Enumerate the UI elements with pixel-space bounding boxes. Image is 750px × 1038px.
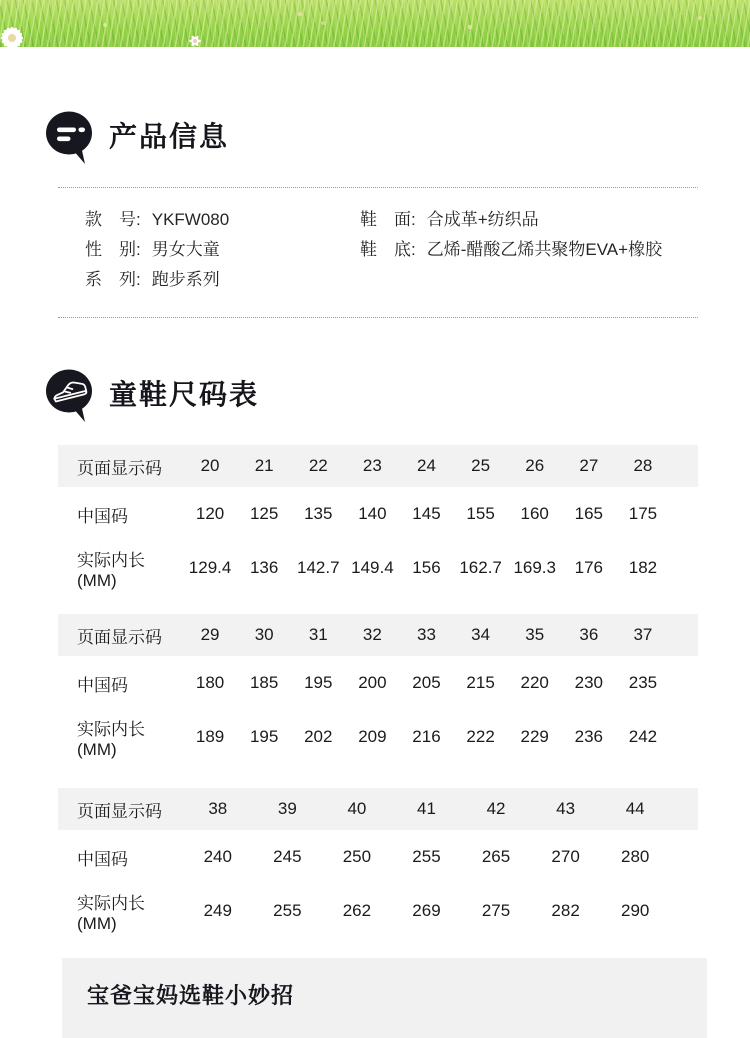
size-cell: 200 bbox=[358, 673, 387, 692]
size-cell: 255 bbox=[273, 901, 302, 920]
size-cell: 140 bbox=[358, 504, 387, 523]
size-cell: 37 bbox=[633, 625, 653, 644]
tips-title: 宝爸宝妈选鞋小妙招 bbox=[87, 983, 295, 1008]
shoe-bubble-icon bbox=[45, 368, 95, 424]
size-cell: 156 bbox=[412, 558, 441, 577]
size-cell: 35 bbox=[525, 625, 545, 644]
size-cell: 205 bbox=[412, 673, 441, 692]
size-cell: 155 bbox=[466, 504, 495, 523]
info-value: 跑步系列 bbox=[151, 270, 220, 289]
row-label: 中国码 bbox=[77, 675, 128, 695]
size-cell: 242 bbox=[628, 727, 658, 746]
info-value: YKFW080 bbox=[151, 210, 230, 229]
product-info-left-column bbox=[58, 205, 360, 295]
size-cell: 202 bbox=[304, 727, 333, 746]
info-row-upper bbox=[360, 205, 698, 235]
size-cell: 43 bbox=[556, 799, 576, 818]
size-cell: 26 bbox=[525, 456, 545, 475]
spacer-cell bbox=[670, 884, 698, 938]
size-cell: 39 bbox=[277, 799, 297, 818]
size-chart-header bbox=[0, 368, 750, 424]
row-label: 实际内长(MM) bbox=[77, 719, 145, 759]
row-label: 中国码 bbox=[77, 506, 128, 526]
size-cell: 142.7 bbox=[297, 558, 340, 577]
info-label: 鞋 底: bbox=[360, 240, 416, 259]
size-cell: 195 bbox=[249, 727, 279, 746]
chat-bubble-icon bbox=[45, 110, 95, 166]
size-cell: 38 bbox=[208, 799, 228, 818]
size-cell: 262 bbox=[342, 901, 372, 920]
size-cell: 216 bbox=[412, 727, 441, 746]
row-label: 实际内长(MM) bbox=[77, 550, 145, 590]
row-label: 中国码 bbox=[77, 849, 128, 869]
size-cell: 189 bbox=[195, 727, 225, 746]
size-cell: 42 bbox=[486, 799, 506, 818]
size-cell: 24 bbox=[417, 456, 436, 475]
spacer-cell bbox=[670, 830, 698, 884]
size-cell: 195 bbox=[304, 673, 333, 692]
size-cell: 120 bbox=[195, 504, 225, 523]
table-row bbox=[58, 710, 698, 764]
size-cell: 169.3 bbox=[513, 558, 556, 577]
size-cell: 215 bbox=[466, 673, 495, 692]
size-cell: 249 bbox=[203, 901, 232, 920]
size-cell: 149.4 bbox=[351, 558, 394, 577]
size-cell: 160 bbox=[520, 504, 549, 523]
spacer-cell bbox=[670, 445, 698, 487]
info-label: 鞋 面: bbox=[360, 210, 416, 229]
product-info-header bbox=[0, 110, 750, 166]
size-cell: 28 bbox=[633, 456, 653, 475]
info-row-gender bbox=[85, 235, 360, 265]
size-table-large bbox=[58, 788, 698, 938]
size-cell: 31 bbox=[308, 625, 328, 644]
size-cell: 229 bbox=[520, 727, 549, 746]
size-cell: 240 bbox=[203, 847, 232, 866]
table-header-row bbox=[58, 788, 698, 830]
size-cell: 44 bbox=[625, 799, 645, 818]
info-value: 乙烯-醋酸乙烯共聚物EVA+橡胶 bbox=[426, 240, 663, 259]
size-cell: 34 bbox=[471, 625, 491, 644]
spacer-cell bbox=[670, 541, 698, 595]
size-cell: 176 bbox=[574, 558, 603, 577]
size-cell: 22 bbox=[308, 456, 328, 475]
size-cell: 23 bbox=[362, 456, 382, 475]
table-header-row bbox=[58, 614, 698, 656]
size-cell: 33 bbox=[417, 625, 436, 644]
size-cell: 255 bbox=[412, 847, 441, 866]
size-cell: 27 bbox=[579, 456, 599, 475]
size-cell: 36 bbox=[579, 625, 599, 644]
spacer-cell bbox=[670, 614, 698, 656]
size-cell: 230 bbox=[574, 673, 603, 692]
size-cell: 245 bbox=[273, 847, 302, 866]
size-cell: 222 bbox=[466, 727, 495, 746]
size-cell: 165 bbox=[574, 504, 603, 523]
size-cell: 275 bbox=[481, 901, 511, 920]
row-label: 页面显示码 bbox=[77, 627, 162, 647]
size-cell: 180 bbox=[195, 673, 225, 692]
info-label: 性 别: bbox=[85, 240, 141, 259]
info-value: 合成革+纺织品 bbox=[426, 210, 539, 229]
spacer-cell bbox=[670, 487, 698, 541]
small-flower-icon bbox=[184, 30, 206, 47]
table-row bbox=[58, 884, 698, 938]
daisy-flower-icon bbox=[0, 16, 34, 47]
size-cell: 280 bbox=[621, 847, 650, 866]
spacer-cell bbox=[670, 710, 698, 764]
size-cell: 41 bbox=[417, 799, 436, 818]
size-cell: 32 bbox=[362, 625, 382, 644]
size-cell: 21 bbox=[254, 456, 274, 475]
tips-section bbox=[62, 958, 707, 1038]
size-cell: 30 bbox=[254, 625, 274, 644]
table-row bbox=[58, 656, 698, 710]
size-cell: 265 bbox=[481, 847, 511, 866]
size-cell: 220 bbox=[520, 673, 549, 692]
size-cell: 282 bbox=[551, 901, 580, 920]
size-cell: 209 bbox=[358, 727, 387, 746]
product-info-title: 产品信息 bbox=[109, 121, 230, 152]
spacer-cell bbox=[670, 656, 698, 710]
size-cell: 20 bbox=[200, 456, 220, 475]
size-cell: 236 bbox=[574, 727, 603, 746]
row-label: 实际内长(MM) bbox=[77, 893, 145, 933]
product-info-right-column bbox=[360, 205, 698, 295]
info-value: 男女大童 bbox=[151, 240, 220, 259]
size-cell: 270 bbox=[551, 847, 580, 866]
row-label: 页面显示码 bbox=[77, 458, 162, 478]
size-cell: 29 bbox=[200, 625, 220, 644]
size-cell: 175 bbox=[628, 504, 658, 523]
size-cell: 162.7 bbox=[459, 558, 502, 577]
info-row-model bbox=[85, 205, 360, 235]
size-cell: 269 bbox=[412, 901, 441, 920]
size-cell: 250 bbox=[342, 847, 372, 866]
row-label: 页面显示码 bbox=[77, 801, 162, 821]
spacer-cell bbox=[670, 788, 698, 830]
size-cell: 125 bbox=[249, 504, 279, 523]
size-table-small bbox=[58, 445, 698, 595]
size-cell: 129.4 bbox=[188, 558, 232, 577]
size-cell: 136 bbox=[249, 558, 279, 577]
info-label: 系 列: bbox=[85, 270, 141, 289]
size-cell: 235 bbox=[628, 673, 658, 692]
grass-banner bbox=[0, 0, 750, 47]
info-row-outsole bbox=[360, 235, 698, 265]
size-cell: 135 bbox=[304, 504, 333, 523]
info-row-series bbox=[85, 265, 360, 295]
table-row bbox=[58, 830, 698, 884]
size-cell: 25 bbox=[471, 456, 491, 475]
size-cell: 40 bbox=[347, 799, 367, 818]
size-chart-title: 童鞋尺码表 bbox=[109, 379, 260, 410]
table-row bbox=[58, 541, 698, 595]
size-cell: 182 bbox=[628, 558, 658, 577]
size-cell: 290 bbox=[621, 901, 650, 920]
size-table-medium bbox=[58, 614, 698, 764]
table-header-row bbox=[58, 445, 698, 487]
size-cell: 145 bbox=[412, 504, 441, 523]
product-info-block bbox=[58, 187, 698, 318]
size-cell: 185 bbox=[249, 673, 279, 692]
info-label: 款 号: bbox=[85, 210, 141, 229]
table-row bbox=[58, 487, 698, 541]
